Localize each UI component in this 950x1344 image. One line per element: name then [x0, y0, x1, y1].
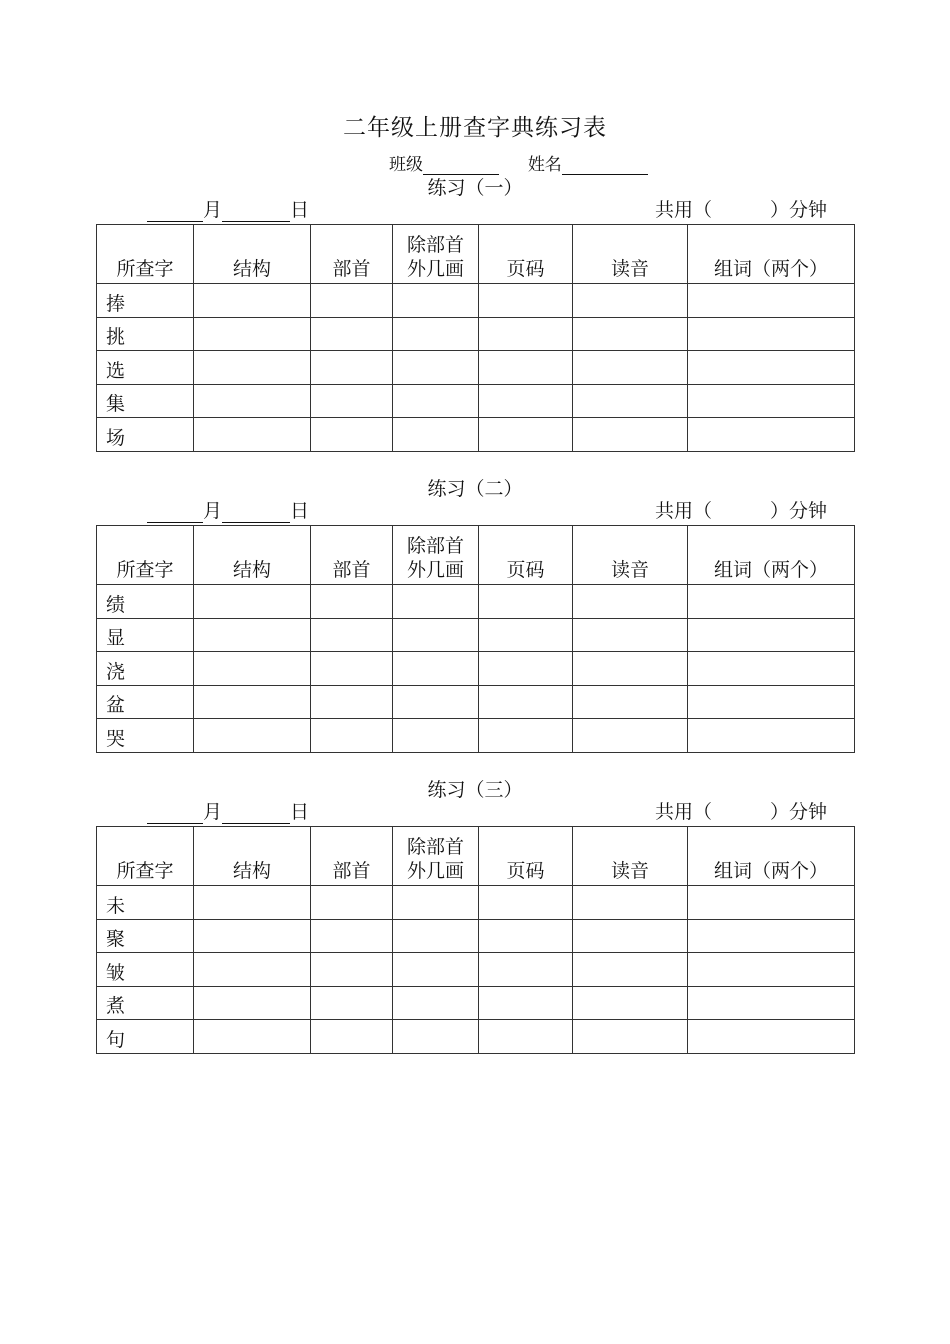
date-fields [147, 195, 309, 222]
pinyin-cell[interactable] [573, 719, 688, 753]
structure-cell[interactable] [194, 1020, 311, 1054]
time-suffix: ）分钟 [769, 801, 827, 823]
page-cell[interactable] [479, 652, 573, 686]
page-title: 二年级上册查字典练习表 [343, 115, 607, 141]
header-strokes-line1: 除部首 [406, 836, 464, 858]
strokes-cell[interactable] [393, 986, 479, 1020]
lookup-char: 选 [97, 351, 194, 385]
strokes-cell[interactable] [393, 719, 479, 753]
header-radical: 部首 [311, 225, 393, 284]
lookup-char: 集 [97, 384, 194, 418]
lookup-char: 场 [97, 418, 194, 452]
time-suffix: ）分钟 [769, 199, 827, 221]
structure-cell[interactable] [194, 719, 311, 753]
page-cell[interactable] [479, 919, 573, 953]
structure-cell[interactable] [194, 919, 311, 953]
header-structure: 结构 [194, 225, 311, 284]
words-cell[interactable] [688, 384, 855, 418]
header-pinyin: 读音 [573, 225, 688, 284]
day-label: 日 [290, 199, 310, 221]
structure-cell[interactable] [194, 284, 311, 318]
words-cell[interactable] [688, 585, 855, 619]
radical-cell[interactable] [311, 351, 393, 385]
pinyin-cell[interactable] [573, 652, 688, 686]
date-fields [147, 496, 309, 523]
header-strokes [393, 827, 479, 886]
pinyin-cell[interactable] [573, 351, 688, 385]
table-row [97, 919, 855, 953]
pinyin-cell[interactable] [573, 384, 688, 418]
strokes-cell[interactable] [393, 384, 479, 418]
page-cell[interactable] [479, 585, 573, 619]
header-radical: 部首 [311, 526, 393, 585]
header-strokes [393, 526, 479, 585]
radical-cell[interactable] [311, 618, 393, 652]
pinyin-cell[interactable] [573, 1020, 688, 1054]
table-row [97, 351, 855, 385]
strokes-cell[interactable] [393, 886, 479, 920]
student-info [389, 150, 648, 175]
header-words: 组词（两个） [688, 827, 855, 886]
words-cell[interactable] [688, 1020, 855, 1054]
page-cell[interactable] [479, 618, 573, 652]
table-row [97, 418, 855, 452]
strokes-cell[interactable] [393, 919, 479, 953]
radical-cell[interactable] [311, 685, 393, 719]
header-structure: 结构 [194, 526, 311, 585]
page-cell[interactable] [479, 284, 573, 318]
header-page: 页码 [479, 827, 573, 886]
lookup-char: 煮 [97, 986, 194, 1020]
name-label: 姓名 [527, 155, 562, 175]
pinyin-cell[interactable] [573, 986, 688, 1020]
page-cell[interactable] [479, 317, 573, 351]
page-cell[interactable] [479, 1020, 573, 1054]
day-field[interactable] [222, 201, 290, 222]
header-page: 页码 [479, 225, 573, 284]
time-prefix: 共用（ [654, 801, 712, 823]
date-line [97, 499, 854, 523]
structure-cell[interactable] [194, 585, 311, 619]
structure-cell[interactable] [194, 652, 311, 686]
radical-cell[interactable] [311, 986, 393, 1020]
header-strokes-line1: 除部首 [406, 535, 464, 557]
header-strokes-line1: 除部首 [406, 234, 464, 256]
table-row [97, 284, 855, 318]
radical-cell[interactable] [311, 1020, 393, 1054]
page-cell[interactable] [479, 384, 573, 418]
header-pinyin: 读音 [573, 526, 688, 585]
page-cell[interactable] [479, 953, 573, 987]
strokes-cell[interactable] [393, 953, 479, 987]
structure-cell[interactable] [194, 418, 311, 452]
lookup-char: 挑 [97, 317, 194, 351]
time-prefix: 共用（ [654, 199, 712, 221]
table-row [97, 384, 855, 418]
words-cell[interactable] [688, 418, 855, 452]
words-cell[interactable] [688, 317, 855, 351]
strokes-cell[interactable] [393, 618, 479, 652]
table-row [97, 986, 855, 1020]
page-cell[interactable] [479, 351, 573, 385]
lookup-char: 显 [97, 618, 194, 652]
structure-cell[interactable] [194, 618, 311, 652]
pinyin-cell[interactable] [573, 585, 688, 619]
month-field[interactable] [147, 502, 203, 523]
words-cell[interactable] [688, 986, 855, 1020]
table-row [97, 886, 855, 920]
lookup-char: 捧 [97, 284, 194, 318]
strokes-cell[interactable] [393, 284, 479, 318]
header-strokes [393, 225, 479, 284]
page-cell[interactable] [479, 418, 573, 452]
radical-cell[interactable] [311, 719, 393, 753]
radical-cell[interactable] [311, 585, 393, 619]
lookup-table [96, 224, 855, 452]
words-cell[interactable] [688, 652, 855, 686]
time-used [655, 797, 827, 824]
class-label: 班级 [389, 155, 423, 175]
date-line [97, 198, 854, 222]
structure-cell[interactable] [194, 953, 311, 987]
table-row [97, 585, 855, 619]
month-label: 月 [203, 500, 223, 522]
radical-cell[interactable] [311, 886, 393, 920]
date-line [97, 800, 854, 824]
page-cell[interactable] [479, 719, 573, 753]
table-row [97, 652, 855, 686]
pinyin-cell[interactable] [573, 618, 688, 652]
radical-cell[interactable] [311, 919, 393, 953]
day-label: 日 [290, 500, 310, 522]
month-label: 月 [203, 801, 223, 823]
words-cell[interactable] [688, 719, 855, 753]
header-strokes-line2: 外几画 [406, 559, 464, 581]
words-cell[interactable] [688, 886, 855, 920]
radical-cell[interactable] [311, 384, 393, 418]
pinyin-cell[interactable] [573, 418, 688, 452]
header-row [97, 225, 855, 284]
day-field[interactable] [222, 502, 290, 523]
words-cell[interactable] [688, 919, 855, 953]
time-prefix: 共用（ [654, 500, 712, 522]
table-row [97, 317, 855, 351]
page-cell[interactable] [479, 986, 573, 1020]
table-row [97, 685, 855, 719]
structure-cell[interactable] [194, 886, 311, 920]
header-row [97, 526, 855, 585]
table-row [97, 618, 855, 652]
header-structure: 结构 [194, 827, 311, 886]
structure-cell[interactable] [194, 986, 311, 1020]
exercise-title: 练习（三） [427, 779, 523, 801]
table-row [97, 953, 855, 987]
header-char: 所查字 [97, 526, 194, 585]
lookup-table [96, 826, 855, 1054]
day-field[interactable] [222, 803, 290, 824]
page-cell[interactable] [479, 886, 573, 920]
words-cell[interactable] [688, 685, 855, 719]
page-cell[interactable] [479, 685, 573, 719]
strokes-cell[interactable] [393, 351, 479, 385]
exercise-title: 练习（二） [427, 478, 523, 500]
header-pinyin: 读音 [573, 827, 688, 886]
strokes-cell[interactable] [393, 585, 479, 619]
lookup-char: 皱 [97, 953, 194, 987]
strokes-cell[interactable] [393, 652, 479, 686]
pinyin-cell[interactable] [573, 886, 688, 920]
header-char: 所查字 [97, 827, 194, 886]
lookup-char: 盆 [97, 685, 194, 719]
table-row [97, 1020, 855, 1054]
words-cell[interactable] [688, 953, 855, 987]
time-suffix: ）分钟 [769, 500, 827, 522]
pinyin-cell[interactable] [573, 317, 688, 351]
month-field[interactable] [147, 201, 203, 222]
header-radical: 部首 [311, 827, 393, 886]
header-strokes-line2: 外几画 [406, 860, 464, 882]
lookup-table [96, 525, 855, 753]
structure-cell[interactable] [194, 317, 311, 351]
pinyin-cell[interactable] [573, 685, 688, 719]
strokes-cell[interactable] [393, 317, 479, 351]
radical-cell[interactable] [311, 317, 393, 351]
words-cell[interactable] [688, 618, 855, 652]
strokes-cell[interactable] [393, 685, 479, 719]
lookup-char: 绩 [97, 585, 194, 619]
strokes-cell[interactable] [393, 418, 479, 452]
header-strokes-line2: 外几画 [406, 258, 464, 280]
radical-cell[interactable] [311, 953, 393, 987]
table-row [97, 719, 855, 753]
lookup-char: 未 [97, 886, 194, 920]
words-cell[interactable] [688, 284, 855, 318]
pinyin-cell[interactable] [573, 919, 688, 953]
header-row [97, 827, 855, 886]
header-words: 组词（两个） [688, 526, 855, 585]
header-words: 组词（两个） [688, 225, 855, 284]
day-label: 日 [290, 801, 310, 823]
header-page: 页码 [479, 526, 573, 585]
time-used [655, 496, 827, 523]
radical-cell[interactable] [311, 652, 393, 686]
radical-cell[interactable] [311, 418, 393, 452]
date-fields [147, 797, 309, 824]
time-used [655, 195, 827, 222]
pinyin-cell[interactable] [573, 284, 688, 318]
structure-cell[interactable] [194, 384, 311, 418]
lookup-char: 聚 [97, 919, 194, 953]
header-char: 所查字 [97, 225, 194, 284]
words-cell[interactable] [688, 351, 855, 385]
lookup-char: 句 [97, 1020, 194, 1054]
structure-cell[interactable] [194, 351, 311, 385]
month-label: 月 [203, 199, 223, 221]
lookup-char: 哭 [97, 719, 194, 753]
pinyin-cell[interactable] [573, 953, 688, 987]
structure-cell[interactable] [194, 685, 311, 719]
lookup-char: 浇 [97, 652, 194, 686]
exercise-title: 练习（一） [427, 177, 523, 199]
strokes-cell[interactable] [393, 1020, 479, 1054]
radical-cell[interactable] [311, 284, 393, 318]
month-field[interactable] [147, 803, 203, 824]
